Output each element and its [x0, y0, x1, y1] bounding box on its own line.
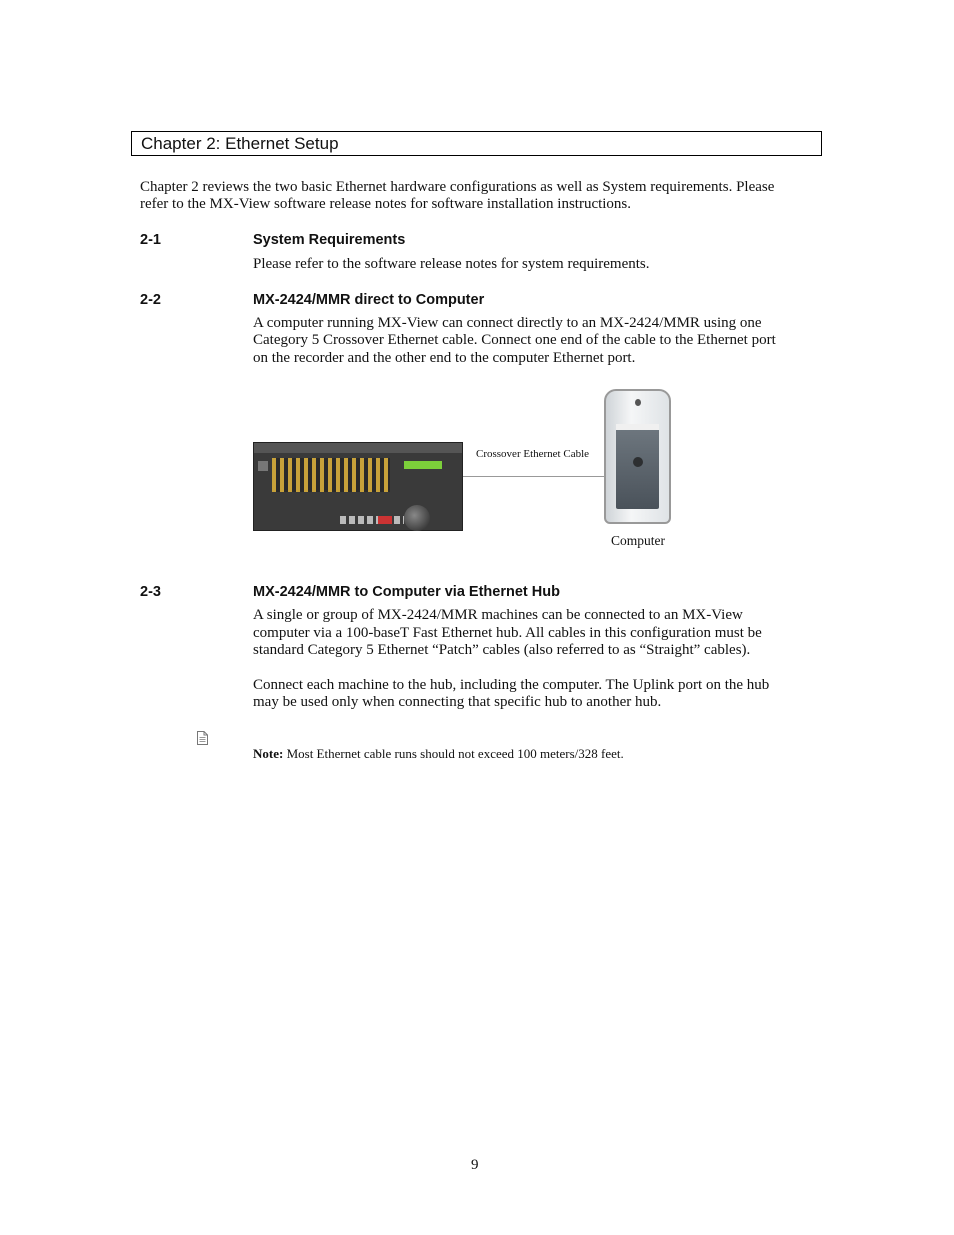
note-icon [197, 731, 208, 750]
chapter-title: Chapter 2: Ethernet Setup [141, 134, 339, 153]
recorder-image [253, 442, 463, 531]
section-title: MX-2424/MMR to Computer via Ethernet Hub [253, 584, 560, 600]
recorder-record-button [378, 516, 392, 524]
computer-drive-slot [616, 424, 659, 430]
section-number: 2-1 [140, 232, 161, 248]
crossover-cable-line [463, 476, 605, 477]
section-text-line: may be used only when connecting that specific hub to another hub. [253, 694, 662, 710]
apple-logo-icon [635, 399, 641, 406]
section-text-line: Connect each machine to the hub, including the computer. The Uplink port on the hub [253, 677, 770, 693]
section-text-line: Category 5 Crossover Ethernet cable. Connect one end of the cable to the Ethernet port [253, 332, 776, 348]
page-number: 9 [471, 1157, 479, 1173]
intro-line-2: refer to the MX-View software release notes for software installation instructions. [140, 196, 632, 212]
note [253, 746, 624, 762]
recorder-power-button [258, 461, 268, 471]
recorder-display [404, 461, 442, 469]
section-text-line: computer via a 100-baseT Fast Ethernet hub. All cables in this configuration must be [253, 625, 762, 641]
note-label: Note: [253, 746, 284, 761]
section-title: System Requirements [253, 232, 406, 248]
section-text: Please refer to the software release notes for system requirements. [253, 256, 650, 272]
chapter-heading-box [131, 131, 822, 156]
computer-front-panel [616, 425, 659, 509]
computer-label: Computer [611, 533, 665, 548]
recorder-top-panel [254, 443, 462, 453]
section-text-line: on the recorder and the other end to the computer Ethernet port. [253, 350, 636, 366]
cable-label: Crossover Ethernet Cable [476, 448, 590, 460]
section-title: MX-2424/MMR direct to Computer [253, 292, 485, 308]
section-text-line: A single or group of MX-2424/MMR machines can be connected to an MX-View [253, 607, 743, 623]
recorder-transport-buttons [340, 516, 404, 524]
section-number: 2-2 [140, 292, 161, 308]
recorder-level-meters [272, 458, 390, 492]
computer-image [604, 389, 671, 524]
recorder-jog-wheel [404, 505, 430, 531]
section-text-line: A computer running MX-View can connect directly to an MX-2424/MMR using one [253, 315, 762, 331]
section-number: 2-3 [140, 584, 161, 600]
note-text: Most Ethernet cable runs should not exceed 100 meters/328 feet. [283, 746, 624, 761]
section-text-line: standard Category 5 Ethernet “Patch” cables (also referred to as “Straight” cables). [253, 642, 751, 658]
computer-power-button [633, 457, 643, 467]
intro-line-1: Chapter 2 reviews the two basic Ethernet hardware configurations as well as System requirements. Please [140, 179, 775, 195]
